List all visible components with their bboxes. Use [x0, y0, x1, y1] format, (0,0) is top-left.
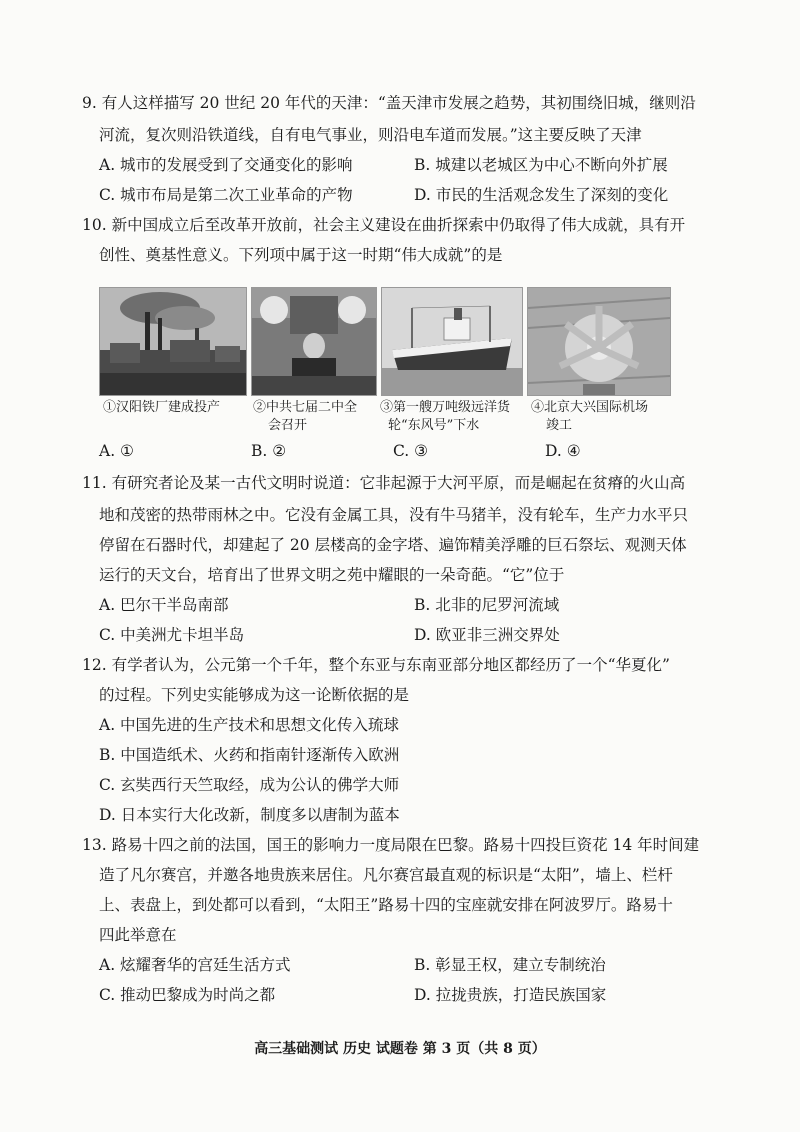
- q9-option-b: B. 城建以老城区为中心不断向外扩展: [414, 156, 668, 174]
- q11-option-a: A. 巴尔干半岛南部: [99, 596, 229, 614]
- q12-option-a: A. 中国先进的生产技术和思想文化传入琉球: [99, 716, 400, 734]
- q13-option-b: B. 彰显王权，建立专制统治: [414, 956, 606, 974]
- q13-stem-line-4: 四此举意在: [99, 926, 177, 944]
- q10-option-b: B. ②: [251, 442, 287, 460]
- q10-option-c: C. ③: [393, 442, 429, 460]
- q9-option-d: D. 市民的生活观念发生了深刻的变化: [414, 186, 669, 204]
- q11-stem-line-4: 运行的天文台，培育出了世界文明之苑中耀眼的一朵奇葩。“它”位于: [99, 566, 565, 584]
- caption-2-line-2: 会召开: [268, 418, 308, 433]
- q13-option-c: C. 推动巴黎成为时尚之都: [99, 986, 276, 1004]
- caption-4-line-2: 竣工: [546, 418, 573, 433]
- q11-stem-line-2: 地和茂密的热带雨林之中。它没有金属工具，没有牛马猪羊，没有轮车，生产力水平只: [99, 506, 689, 524]
- q12-option-d: D. 日本实行大化改新，制度多以唐制为蓝本: [99, 806, 400, 824]
- q13-option-a: A. 炫耀奢华的宫廷生活方式: [99, 956, 291, 974]
- q12-stem-line-1: 12. 有学者认为，公元第一个千年，整个东亚与东南亚部分地区都经历了一个“华夏化”: [82, 656, 670, 674]
- q13-option-d: D. 拉拢贵族，打造民族国家: [414, 986, 607, 1004]
- q9-option-c: C. 城市布局是第二次工业革命的产物: [99, 186, 353, 204]
- second-plenary-session-photo: [251, 287, 377, 396]
- hanyang-ironworks-photo: [99, 287, 247, 396]
- q11-option-d: D. 欧亚非三洲交界处: [414, 626, 560, 644]
- q11-option-c: C. 中美洲尤卡坦半岛: [99, 626, 245, 644]
- caption-4-line-1: ④北京大兴国际机场: [531, 400, 649, 415]
- daxing-airport-photo: [527, 287, 671, 396]
- q10-option-a: A. ①: [99, 442, 134, 460]
- q11-option-b: B. 北非的尼罗河流域: [414, 596, 560, 614]
- caption-1-line-1: ①汉阳铁厂建成投产: [103, 400, 221, 415]
- q13-stem-line-3: 上、表盘上，到处都可以看到，“太阳王”路易十四的宝座就安排在阿波罗厅。路易十: [99, 896, 673, 914]
- caption-3-line-2: 轮“东风号”下水: [388, 418, 480, 433]
- page-footer: 高三基础测试 历史 试题卷 第 3 页（共 8 页）: [254, 1041, 546, 1057]
- q9-stem-line-2: 河流，复次则沿铁道线，自有电气事业，则沿电车道而发展。”这主要反映了天津: [99, 126, 642, 144]
- q13-stem-line-2: 造了凡尔赛宫，并邀各地贵族来居住。凡尔赛宫最直观的标识是“太阳”，墙上、栏杆: [99, 866, 673, 884]
- q10-option-d: D. ④: [545, 442, 581, 460]
- caption-2-line-1: ②中共七届二中全: [253, 400, 358, 415]
- q12-option-c: C. 玄奘西行天竺取经，成为公认的佛学大师: [99, 776, 400, 794]
- q11-stem-line-3: 停留在石器时代，却建起了 20 层楼高的金字塔、遍饰精美浮雕的巨石祭坛、观测天体: [99, 536, 687, 554]
- caption-3-line-1: ③第一艘万吨级远洋货: [380, 400, 511, 415]
- q11-stem-line-1: 11. 有研究者论及某一古代文明时说道：它非起源于大河平原，而是崛起在贫瘠的火山高: [82, 474, 686, 492]
- q10-stem-line-1: 10. 新中国成立后至改革开放前，社会主义建设在曲折探索中仍取得了伟大成就，具有开: [82, 216, 686, 234]
- q9-stem-line-1: 9. 有人这样描写 20 世纪 20 年代的天津：“盖天津市发展之趋势，其初围绕旧城，继则沿: [82, 94, 696, 112]
- q12-stem-line-2: 的过程。下列史实能够成为这一论断依据的是: [99, 686, 410, 704]
- q9-option-a: A. 城市的发展受到了交通变化的影响: [99, 156, 353, 174]
- q10-stem-line-2: 创性、奠基性意义。下列项中属于这一时期“伟大成就”的是: [99, 246, 503, 264]
- q13-stem-line-1: 13. 路易十四之前的法国，国王的影响力一度局限在巴黎。路易十四投巨资花 14 年时间建: [82, 836, 700, 854]
- dongfeng-freighter-photo: [381, 287, 523, 396]
- q12-option-b: B. 中国造纸术、火药和指南针逐渐传入欧洲: [99, 746, 400, 764]
